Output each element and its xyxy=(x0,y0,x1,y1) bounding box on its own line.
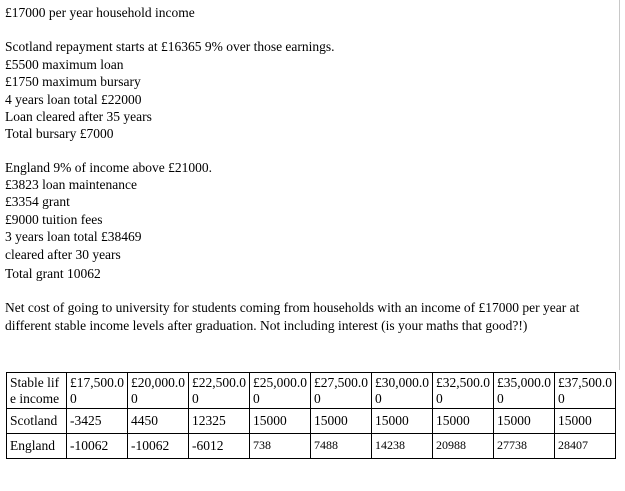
table-cell: 15000 xyxy=(311,409,372,434)
header-cell: £35,000.00 xyxy=(494,373,555,409)
scotland-cleared-line: Loan cleared after 35 years xyxy=(5,109,152,124)
table-cell: -3425 xyxy=(67,409,128,434)
header-cell: £27,500.00 xyxy=(311,373,372,409)
table-header-row xyxy=(7,373,616,409)
header-cell: £17,500.00 xyxy=(67,373,128,409)
table-row xyxy=(7,409,616,434)
scotland-total-bursary-line: Total bursary £7000 xyxy=(5,126,114,141)
table-cell: -10062 xyxy=(67,434,128,459)
table-cell: 12325 xyxy=(189,409,250,434)
england-cleared-line: cleared after 30 years xyxy=(5,247,121,262)
header-cell: £32,500.00 xyxy=(433,373,494,409)
header-cell: £25,000.00 xyxy=(250,373,311,409)
table-cell: 4450 xyxy=(128,409,189,434)
header-cell: £37,500.00 xyxy=(555,373,616,409)
scotland-bursary-line: £1750 maximum bursary xyxy=(5,74,141,89)
table-cell: 15000 xyxy=(372,409,433,434)
scotland-total-loan-line: 4 years loan total £22000 xyxy=(5,92,142,107)
table-cell: 7488 xyxy=(311,434,372,459)
table-row xyxy=(7,434,616,459)
england-fees-line: £9000 tuition fees xyxy=(5,212,103,227)
net-cost-paragraph: Net cost of going to university for students coming from households with an income of £17000 per year at different stable income levels after graduation. Not including interest (is your maths that good?!) xyxy=(5,300,580,333)
table-cell: 15000 xyxy=(250,409,311,434)
table-cell: 28407 xyxy=(555,434,616,459)
england-grant-line: £3354 grant xyxy=(5,194,70,209)
row-label: Scotland xyxy=(7,409,67,434)
table-cell: 15000 xyxy=(433,409,494,434)
table-cell: -10062 xyxy=(128,434,189,459)
england-total-grant-line: Total grant 10062 xyxy=(5,266,101,281)
header-cell: £22,500.00 xyxy=(189,373,250,409)
header-cell: £30,000.00 xyxy=(372,373,433,409)
table-cell: 15000 xyxy=(494,409,555,434)
table-cell: 20988 xyxy=(433,434,494,459)
row-label: England xyxy=(7,434,67,459)
table-cell: 15000 xyxy=(555,409,616,434)
england-intro-line: England 9% of income above £21000. xyxy=(5,160,212,175)
scotland-intro-line: Scotland repayment starts at £16365 9% over those earnings. xyxy=(5,39,335,54)
table-cell: 14238 xyxy=(372,434,433,459)
table-cell: 738 xyxy=(250,434,311,459)
header-cell: £20,000.00 xyxy=(128,373,189,409)
scotland-loan-line: £5500 maximum loan xyxy=(5,57,124,72)
table-cell: 27738 xyxy=(494,434,555,459)
england-maintenance-line: £3823 loan maintenance xyxy=(5,177,137,192)
household-income-line: £17000 per year household income xyxy=(5,5,195,20)
net-cost-table xyxy=(6,372,616,459)
header-cell: Stable life income xyxy=(7,373,67,409)
england-total-loan-line: 3 years loan total £38469 xyxy=(5,229,142,244)
table-cell: -6012 xyxy=(189,434,250,459)
